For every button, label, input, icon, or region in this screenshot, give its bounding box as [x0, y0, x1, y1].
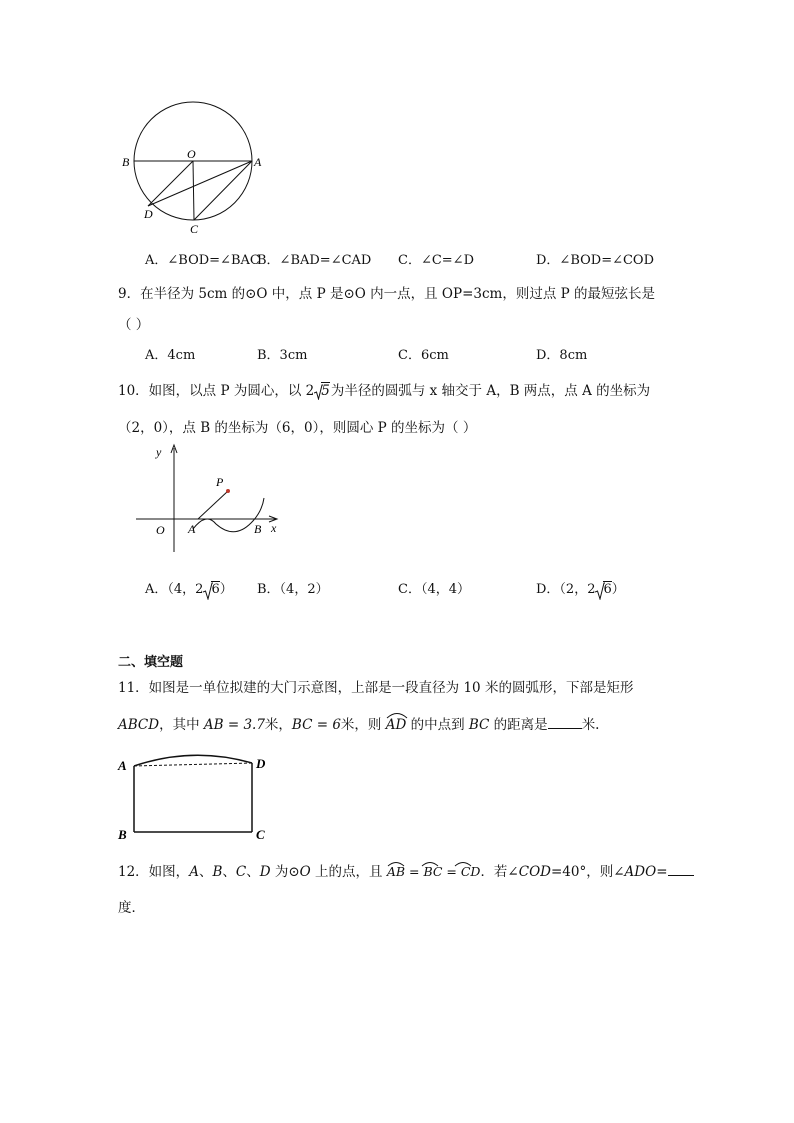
q11-text-d: 米， — [264, 717, 292, 733]
q8-segment-ad — [148, 161, 252, 206]
q11-arc-ad — [386, 717, 407, 733]
q12-text-k: 上的点，且 — [310, 864, 387, 880]
q11-stem-line1: 11．如图是一单位拟建的大门示意图，上部是一段直径为 10 米的圆弧形，下部是矩形 — [118, 680, 634, 696]
q8-option-c: C．∠C=∠D — [398, 253, 474, 268]
q8-label-b: B — [122, 155, 130, 169]
q10-stem-line2: （2，0），点 B 的坐标为（6，0），则圆心 P 的坐标为（ ） — [118, 420, 477, 436]
q11-bc-label: BC — [468, 717, 490, 733]
q9-option-b: B．3cm — [257, 348, 308, 363]
q11-arch — [134, 755, 252, 766]
q8-segment-od — [148, 161, 193, 206]
q9-stem-line2: （ ） — [118, 317, 150, 333]
q8-label-c: C — [190, 222, 199, 236]
q12-text-c: 、 — [198, 864, 213, 880]
q8-segment-ac — [194, 161, 252, 220]
q11-ab-value: AB = 3.7 — [203, 717, 265, 733]
q12-circle-o: O — [299, 864, 311, 880]
q8-segment-oc — [193, 161, 194, 220]
q11-label-a: A — [118, 758, 127, 773]
q9-option-a: A．4cm — [145, 348, 196, 363]
q10-stem-line1 — [118, 379, 650, 399]
q11-label-d: D — [256, 756, 266, 771]
q12-angle-cod: COD — [518, 864, 551, 880]
q11-label-b: B — [118, 827, 127, 842]
q10-option-a — [145, 578, 233, 597]
q12-text-a: 12．如图， — [118, 864, 190, 880]
q10-radius-pa — [198, 491, 228, 519]
q12-angle-ado: ADO — [624, 864, 657, 880]
q10-label-b: B — [254, 522, 262, 536]
q11-answer-blank[interactable] — [548, 728, 582, 729]
q10-label-x: x — [271, 521, 277, 535]
q12-text-p: = — [656, 864, 668, 880]
q11-label-c: C — [256, 827, 265, 842]
q8-label-a: A — [254, 155, 262, 169]
q12-point-b: B — [212, 864, 223, 880]
q8-label-d: D — [144, 207, 153, 221]
q12-text-l: ．若∠ — [480, 864, 519, 880]
q11-text-k: 米. — [581, 717, 600, 733]
q10-label-y: y — [156, 445, 162, 459]
q12-point-a: A — [189, 864, 199, 880]
q12-text-i: 为⊙ — [270, 864, 300, 880]
q11-figure — [116, 752, 276, 847]
q10-option-d-post: ） — [611, 582, 625, 597]
section-title-fill-blank: 二、填空题 — [118, 655, 184, 670]
q10-option-c: C．（4，4） — [398, 582, 470, 597]
q12-text-g: 、 — [246, 864, 260, 880]
q11-bc-value: BC = 6 — [291, 717, 341, 733]
q10-label-o: O — [156, 523, 165, 537]
q11-text-b: ，其中 — [159, 717, 204, 733]
q10-stem-post: 为半径的圆弧与 x 轴交于 A，B 两点，点 A 的坐标为 — [330, 383, 651, 399]
q10-option-a-radicand: 6 — [211, 582, 220, 597]
q10-sqrt — [314, 383, 330, 399]
q8-option-b: B．∠BAD=∠CAD — [257, 253, 372, 268]
q8-option-a: A．∠BOD=∠BAC — [145, 253, 260, 268]
q11-text-f: 米，则 — [340, 717, 386, 733]
q10-center-p — [226, 489, 230, 493]
q8-label-o: O — [187, 147, 196, 161]
q9-option-d: D．8cm — [536, 348, 588, 363]
q10-stem-pre: 10．如图，以点 P 为圆心，以 2 — [118, 383, 315, 399]
q8-figure — [118, 98, 268, 238]
q10-figure — [136, 440, 286, 560]
q10-sqrt-radicand: 5 — [321, 383, 330, 399]
q10-option-a-sqrt — [203, 582, 219, 597]
q12-text-n: =40°，则∠ — [550, 864, 625, 880]
q11-text-j: 的距离是 — [489, 717, 548, 733]
q11-stem-line2 — [118, 713, 599, 733]
q10-label-a: A — [188, 522, 196, 536]
q12-answer-blank[interactable] — [668, 875, 694, 876]
q11-arc-ad-label: AD — [385, 717, 407, 733]
q10-option-d-radicand: 6 — [603, 582, 612, 597]
q12-stem-line2: 度． — [118, 900, 145, 916]
q10-option-d — [536, 578, 625, 597]
q10-option-b: B．（4，2） — [257, 582, 329, 597]
q11-rect-name: ABCD — [118, 717, 160, 733]
q10-option-d-pre: D．（2，2 — [536, 582, 596, 597]
q12-text-e: 、 — [222, 864, 236, 880]
q9-option-c: C．6cm — [398, 348, 449, 363]
q9-stem-line1: 9．在半径为 5cm 的⊙O 中，点 P 是⊙O 内一点，且 OP=3cm，则过点 P 的最短弦长是 — [118, 286, 655, 302]
q12-arc-equality-text: AB = BC = CD — [386, 864, 481, 879]
q11-text-h: 的中点到 — [406, 717, 469, 733]
q10-option-d-sqrt — [595, 582, 611, 597]
q8-option-d: D．∠BOD=∠COD — [536, 253, 655, 268]
q10-option-a-pre: A．（4，2 — [145, 582, 204, 597]
q12-arc-equality — [387, 864, 481, 879]
q12-stem-line1 — [118, 860, 694, 880]
q10-option-a-post: ） — [219, 582, 233, 597]
q12-point-d: D — [259, 864, 271, 880]
q12-point-c: C — [235, 864, 247, 880]
q10-label-p: P — [216, 475, 224, 489]
q11-dashed-ad — [134, 763, 252, 766]
